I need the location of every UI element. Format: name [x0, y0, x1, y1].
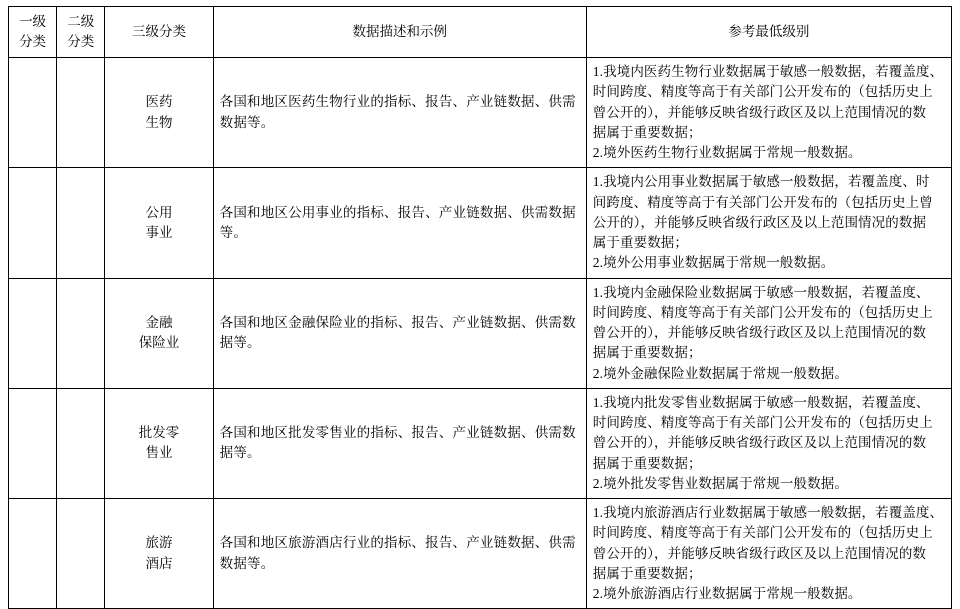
cell-description: 各国和地区医药生物行业的指标、报告、产业链数据、供需数据等。 — [213, 58, 586, 168]
min-level-line: 时间跨度、精度等高于有关部门公开发布的（包括历史上 — [592, 415, 933, 430]
min-level-line: 时间跨度、精度等高于有关部门公开发布的（包括历史上 — [592, 304, 933, 320]
min-level-line: 属于重要数据； — [592, 235, 688, 250]
min-level-line: 据属于重要数据； — [592, 345, 702, 361]
cell-level2 — [57, 58, 105, 168]
min-level-line: 据属于重要数据； — [592, 455, 702, 471]
cell-level2 — [57, 388, 105, 498]
header-level2-line2: 分类 — [67, 34, 95, 49]
table-row — [9, 278, 952, 388]
cell-level3 — [105, 278, 213, 388]
cell-description: 各国和地区公用事业的指标、报告、产业链数据、供需数据等。 — [213, 168, 586, 278]
min-level-line: 2.境外批发零售业数据属于常规一般数据。 — [592, 475, 848, 491]
min-level-line: 1.我境内批发零售业数据属于敏感一般数据，若覆盖度、 — [592, 394, 930, 410]
min-level-line: 时间跨度、精度等高于有关部门公开发布的（包括历史上 — [592, 84, 933, 100]
min-level-line: 公开的），并能够反映省级行政区及以上范围情况的数据 — [592, 214, 927, 230]
min-level-line: 2.境外旅游酒店行业数据属于常规一般数据。 — [592, 586, 862, 601]
cell-min-level — [586, 58, 951, 168]
cell-level2 — [57, 168, 105, 278]
table-header-row — [9, 7, 952, 58]
header-level3: 三级分类 — [105, 7, 213, 58]
data-classification-table — [8, 6, 952, 609]
cell-level1 — [9, 278, 57, 388]
cell-min-level — [586, 499, 951, 609]
min-level-line: 1.我境内公用事业数据属于敏感一般数据，若覆盖度、时 — [592, 174, 930, 190]
header-min-level: 参考最低级别 — [586, 7, 951, 58]
cell-level3-line2: 事业 — [145, 224, 173, 240]
cell-level3-line2: 生物 — [145, 114, 173, 130]
cell-level3-line1: 批发零 — [138, 425, 180, 441]
table-row — [9, 388, 952, 498]
cell-description: 各国和地区旅游酒店行业的指标、报告、产业链数据、供需数据等。 — [213, 499, 586, 609]
min-level-line: 1.我境内金融保险业数据属于敏感一般数据，若覆盖度、 — [592, 284, 930, 300]
cell-level3 — [105, 58, 213, 168]
cell-level3 — [105, 499, 213, 609]
table-header — [9, 7, 952, 58]
cell-level3-line2: 售业 — [145, 445, 173, 461]
min-level-line: 曾公开的），并能够反映省级行政区及以上范围情况的数 — [592, 435, 927, 451]
min-level-line: 1.我境内旅游酒店行业数据属于敏感一般数据，若覆盖度、 — [592, 505, 944, 520]
cell-level1 — [9, 388, 57, 498]
cell-min-level — [586, 278, 951, 388]
cell-level3-line1: 公用 — [145, 204, 173, 220]
table-row — [9, 499, 952, 609]
header-level1 — [9, 7, 57, 58]
header-description: 数据描述和示例 — [213, 7, 586, 58]
header-level1-line2: 分类 — [19, 34, 47, 49]
min-level-line: 2.境外医药生物行业数据属于常规一般数据。 — [592, 145, 862, 160]
cell-level2 — [57, 278, 105, 388]
min-level-line: 曾公开的），并能够反映省级行政区及以上范围情况的数 — [592, 104, 927, 120]
table-row — [9, 58, 952, 168]
header-level2-line1: 二级 — [67, 13, 95, 29]
min-level-line: 曾公开的），并能够反映省级行政区及以上范围情况的数 — [592, 545, 927, 561]
cell-min-level — [586, 168, 951, 278]
cell-min-level — [586, 388, 951, 498]
cell-level1 — [9, 58, 57, 168]
cell-level3-line1: 旅游 — [145, 535, 173, 551]
cell-level1 — [9, 499, 57, 609]
cell-level3 — [105, 168, 213, 278]
min-level-line: 2.境外公用事业数据属于常规一般数据。 — [592, 255, 835, 271]
cell-level1 — [9, 168, 57, 278]
cell-level2 — [57, 499, 105, 609]
min-level-line: 据属于重要数据； — [592, 565, 702, 581]
table-row — [9, 168, 952, 278]
min-level-line: 曾公开的），并能够反映省级行政区及以上范围情况的数 — [592, 325, 927, 340]
min-level-line: 据属于重要数据； — [592, 124, 702, 140]
header-level1-line1: 一级 — [19, 13, 47, 29]
cell-description: 各国和地区批发零售业的指标、报告、产业链数据、供需数据等。 — [213, 388, 586, 498]
min-level-line: 1.我境内医药生物行业数据属于敏感一般数据，若覆盖度、 — [592, 64, 944, 79]
cell-level3-line2: 保险业 — [138, 335, 180, 351]
min-level-line: 间跨度、精度等高于有关部门公开发布的（包括历史上曾 — [592, 194, 933, 210]
cell-level3-line2: 酒店 — [145, 555, 173, 571]
cell-description: 各国和地区金融保险业的指标、报告、产业链数据、供需数据等。 — [213, 278, 586, 388]
cell-level3-line1: 医药 — [145, 94, 173, 110]
min-level-line: 2.境外金融保险业数据属于常规一般数据。 — [592, 365, 848, 381]
cell-level3-line1: 金融 — [145, 314, 173, 330]
header-level2 — [57, 7, 105, 58]
cell-level3 — [105, 388, 213, 498]
min-level-line: 时间跨度、精度等高于有关部门公开发布的（包括历史上 — [592, 525, 933, 541]
table-body — [9, 58, 952, 609]
